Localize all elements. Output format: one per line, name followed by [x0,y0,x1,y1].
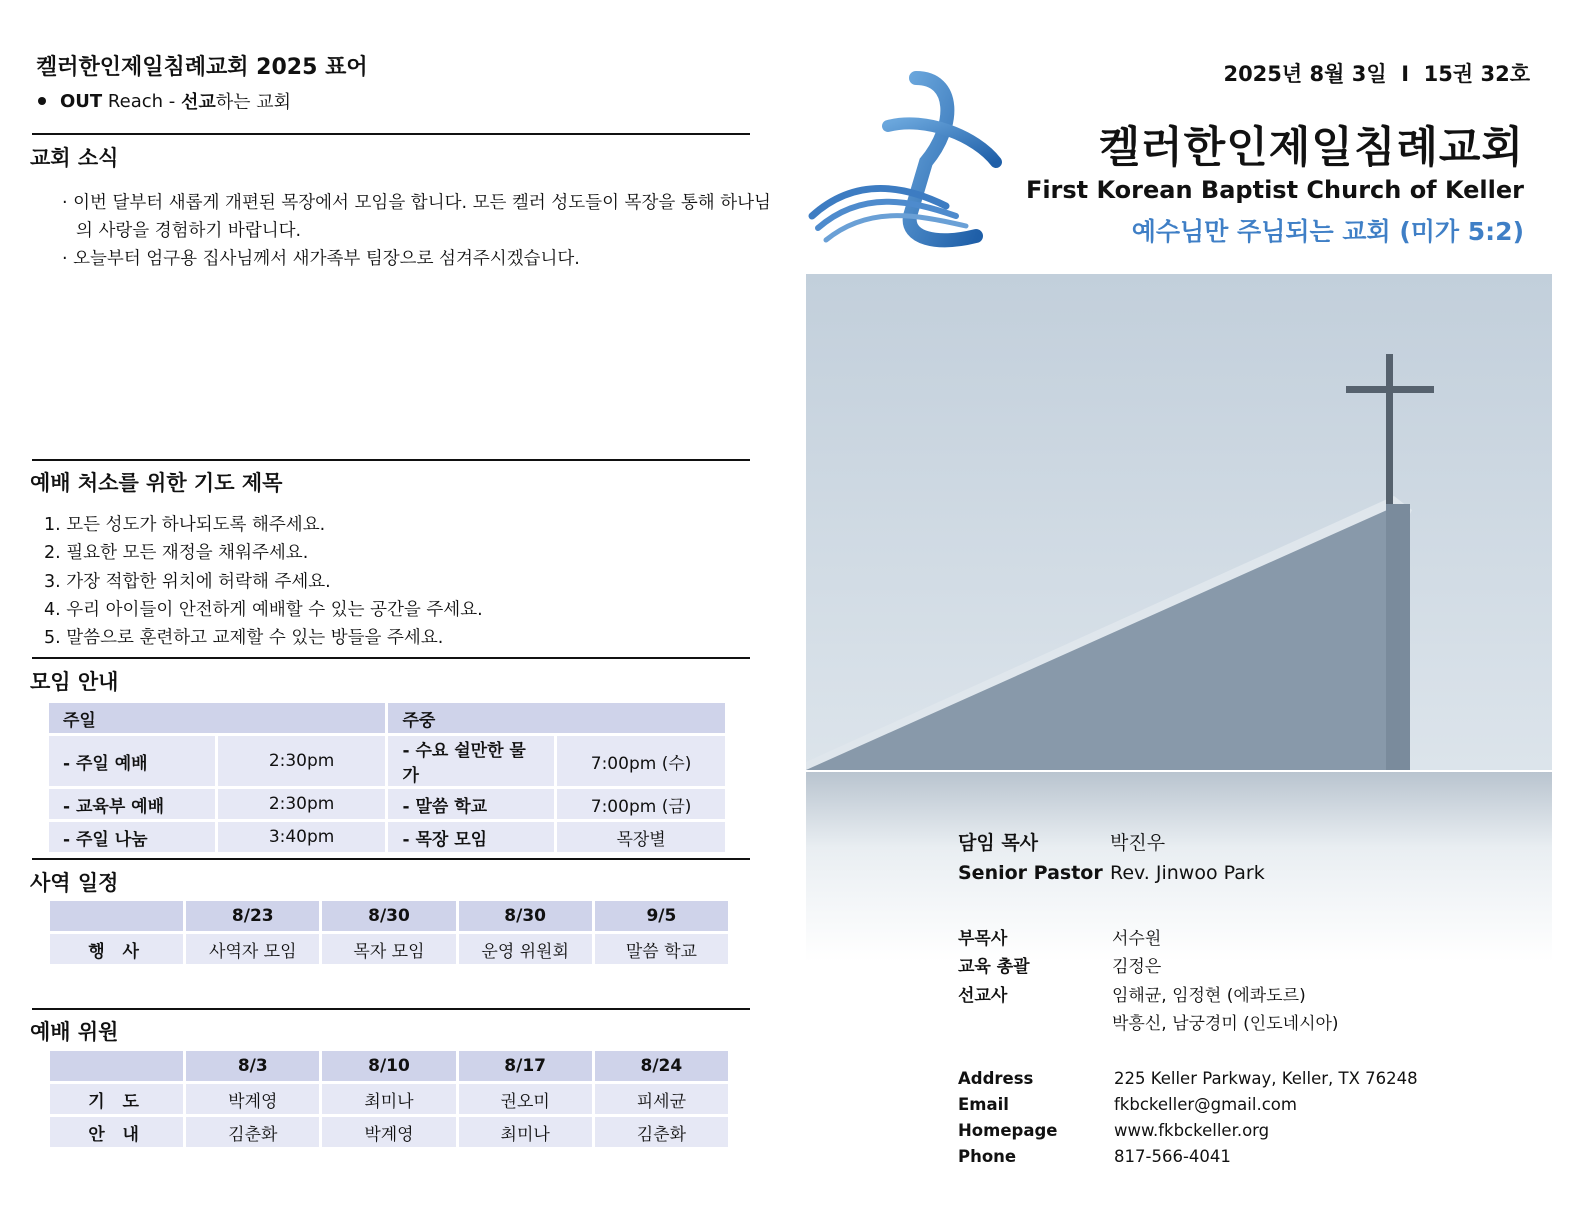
date-cell: 8/23 [186,901,319,931]
right-page [806,0,1584,1224]
church-slogan: 예수님만 주님되는 교회 (미가 5:2) [1131,217,1524,246]
meeting-time: 목장별 [557,822,725,852]
meeting-time: 2:30pm [218,736,386,786]
meeting-time: 2:30pm [218,789,386,819]
left-page [0,0,790,1224]
name-cell: 박계영 [186,1084,319,1114]
meeting-label: - 교육부 예배 [49,789,215,819]
worship-title: 예배 위원 [30,1020,119,1044]
meeting-label: - 말씀 학교 [388,789,554,819]
prayer-list [44,511,483,652]
event-cell: 목자 모임 [322,934,455,964]
blank-cell [50,901,183,931]
blank-cell [50,1051,183,1081]
name-cell: 김춘화 [186,1117,319,1147]
staff-label: Senior Pastor [958,862,1103,884]
church-logo-icon [806,66,1006,252]
prayer-title: 예배 처소를 위한 기도 제목 [30,471,283,495]
meeting-time: 3:40pm [218,822,386,852]
weekday-header: 주중 [388,703,725,733]
table-row [50,1051,728,1081]
name-cell: 권오미 [459,1084,592,1114]
contact-value: 225 Keller Parkway, Keller, TX 76248 [1114,1069,1418,1088]
table-row [50,1084,728,1114]
motto-bold-2: 선교 [180,92,216,113]
contact-value: fkbckeller@gmail.com [1114,1095,1297,1114]
date-cell: 8/10 [322,1051,455,1081]
bullet-icon [38,97,46,105]
news-list [48,189,783,273]
prayer-item: 1. 모든 성도가 하나되도록 해주세요. [44,515,326,535]
motto-item [38,88,291,114]
meeting-label: - 수요 쉴만한 물가 [388,736,554,786]
divider [32,133,750,135]
table-row [50,901,728,931]
date-issue: 2025년 8월 3일 I 15권 32호 [1223,62,1530,86]
contact-value: www.fkbckeller.org [1114,1121,1270,1140]
staff-value: 서수원 [1112,929,1162,949]
name-cell: 김춘화 [595,1117,728,1147]
staff-value: 박진우 [1110,832,1166,854]
name-cell: 최미나 [322,1084,455,1114]
contact-label: Phone [958,1147,1017,1166]
meeting-label: - 주일 예배 [49,736,215,786]
divider [32,657,750,659]
table-row [49,822,725,852]
row-label: 행 사 [50,934,183,964]
staff-value: 김정은 [1112,957,1162,977]
event-cell: 운영 위원회 [459,934,592,964]
meeting-label: - 주일 나눔 [49,822,215,852]
divider [32,858,750,860]
event-cell: 사역자 모임 [186,934,319,964]
table-row [50,1117,728,1147]
table-row [50,934,728,964]
prayer-item: 3. 가장 적합한 위치에 허락해 주세요. [44,571,331,592]
motto-text-2: 하는 교회 [215,92,292,113]
church-name-korean: 켈러한인제일침례교회 [1098,123,1524,173]
date-cell: 8/17 [459,1051,592,1081]
prayer-item: 5. 말씀으로 훈련하고 교제할 수 있는 방들을 주세요. [44,628,444,649]
prayer-item: 2. 필요한 모든 재정을 채워주세요. [44,543,309,564]
church-name-english: First Korean Baptist Church of Keller [1025,176,1524,204]
motto-title: 켈러한인제일침례교회 2025 표어 [36,55,368,80]
contact-value: 817-566-4041 [1114,1147,1231,1166]
cross-photo [806,274,1552,770]
row-label: 안 내 [50,1117,183,1147]
staff-value: 임해균, 임정현 (에콰도르) [1112,986,1306,1006]
meeting-label: - 목장 모임 [388,822,554,852]
meeting-time: 7:00pm (금) [557,789,725,819]
contact-label: Email [958,1095,1009,1114]
sunday-header: 주일 [49,703,385,733]
ministry-title: 사역 일정 [30,871,119,895]
staff-value: 박흥신, 남궁경미 (인도네시아) [1112,1014,1339,1034]
prayer-item: 4. 우리 아이들이 안전하게 예배할 수 있는 공간을 주세요. [44,599,483,620]
name-cell: 피세균 [595,1084,728,1114]
divider [32,459,750,461]
staff-label: 담임 목사 [958,832,1039,854]
ministry-table [47,898,731,967]
news-title: 교회 소식 [30,146,119,170]
meeting-time: 7:00pm (수) [557,736,725,786]
worship-table [47,1048,731,1150]
news-item: · 오늘부터 엄구용 집사님께서 새가족부 팀장으로 섬겨주시겠습니다. [62,249,580,269]
motto-bold-1: OUT [60,90,103,112]
table-row [49,703,725,733]
table-row [49,789,725,819]
news-item: · 이번 달부터 새롭게 개편된 목장에서 모임을 합니다. 모든 켈러 성도들이 목장을 통해 하나님의 사랑을 경험하기 바랍니다. [62,193,771,241]
contact-label: Address [958,1069,1034,1088]
date-cell: 8/30 [322,901,455,931]
date-cell: 8/3 [186,1051,319,1081]
name-cell: 최미나 [459,1117,592,1147]
date-cell: 9/5 [595,901,728,931]
cross-roof-icon [806,274,1552,770]
meetings-table [46,700,728,855]
date-cell: 8/24 [595,1051,728,1081]
staff-label: 선교사 [958,986,1008,1006]
staff-label: 교육 총괄 [958,957,1030,977]
event-cell: 말씀 학교 [595,934,728,964]
name-cell: 박계영 [322,1117,455,1147]
staff-label: 부목사 [958,929,1008,949]
divider [32,1008,750,1010]
row-label: 기 도 [50,1084,183,1114]
contact-label: Homepage [958,1121,1058,1140]
date-cell: 8/30 [459,901,592,931]
staff-value: Rev. Jinwoo Park [1110,862,1265,884]
meetings-title: 모임 안내 [30,670,119,694]
motto-text-1: Reach - [102,90,181,112]
table-row [49,736,725,786]
